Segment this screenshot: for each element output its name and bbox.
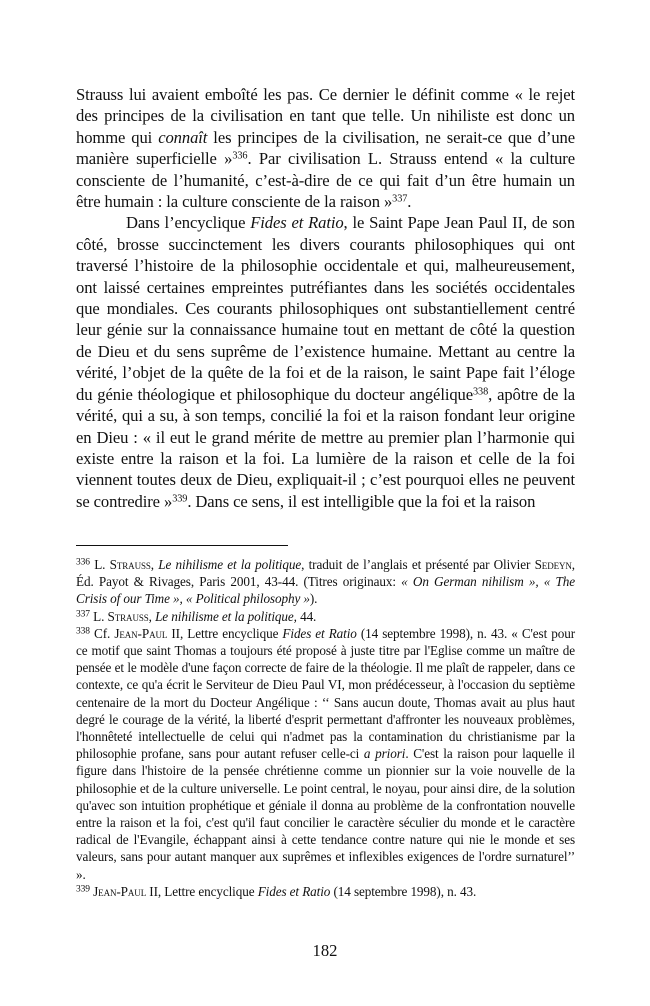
paragraph-2 — [76, 212, 575, 512]
encyclical-title: Fides et Ratio — [282, 625, 357, 641]
text-run: , — [148, 608, 156, 624]
emphasis: a priori — [363, 746, 406, 762]
text-run: . — [407, 192, 412, 212]
text-run: (14 septembre 1998), n. 43. — [330, 883, 477, 899]
text-run: II, Lettre encyclique — [167, 625, 283, 641]
text-run: , — [150, 557, 159, 572]
footnote-337 — [76, 608, 575, 625]
encyclical-title: Fides et Ratio — [257, 883, 331, 899]
text-run: , Lettre encyclique — [157, 883, 258, 899]
original-titles: « On German nihilism », « The Crisis of our Time », « Political philosophy » — [76, 574, 575, 607]
text-run: . C'est la raison pour laquelle il figure dans l'histoire de la pensée chrétienne comme un pionnier sur la voie nouvelle de la philosophie et de la culture universelle. Le point central, le noyau, pour ainsi dire, de la solution qu'avec son intuition prophétique et géniale il donna au problème de la confrontation nouvelle entre la raison et la foi, c'est qu'il faut concilier le caractère séculier du monde et le caractère radical de l'Evangile, échappant ainsi à cette tendance contre nature qui nie le monde et ses valeurs, sans pour autant manquer aux suprêmes et inflexibles exigences de l'ordre surnaturel’’ ». — [76, 746, 575, 882]
footnote-ref-337[interactable]: 337 — [392, 193, 408, 205]
footnote-338 — [76, 625, 575, 883]
footnote-339 — [76, 883, 575, 900]
paragraph-1 — [76, 84, 575, 212]
text-run: , apôtre de la vérité, qui a su, à son temps, concilié la foi et la raison fondant leur origine en Dieu : « il eut le grand mérite de mettre au premier plan l’harmonie qui existe entre la raison et la foi. La lumière de la raison et celle de la foi viennent toutes deux de Dieu, expliquait-il ; c’est pourquoi elles ne peuvent se contredire » — [76, 384, 575, 511]
footnote-ref-338[interactable]: 338 — [473, 386, 489, 398]
text-run: Dans l’encyclique — [126, 213, 251, 233]
text-run: les principes de la civilisation, ne serait-ce que d’une manière superficielle » — [76, 127, 576, 169]
book-title: Le nihilisme et la politique — [158, 557, 302, 572]
text-run: , traduit de l’anglais et présenté par Olivier — [301, 557, 535, 572]
text-run: L. — [94, 557, 110, 572]
footnotes — [76, 556, 575, 900]
text-run: , le Saint Pape Jean Paul II, de son côté, brosse succinctement les divers courants philosophiques qui ont traversé l’histoire de la philosophie occidentale et qui, malheureusement, ont laissé certaines empreintes putréfiantes dans les sociétés occidentales que mondiales. Ces courants philosophiques ont substantiellement centré leur génie sur la connaissance humaine tout en mettant de côté la question de Dieu et du sens suprême de l’existence humaine. Mettant au centre la vérité, l’objet de la quête de la foi et de la raison, le saint Pape fait l’éloge du génie théologique et philosophique du docteur angélique — [76, 213, 575, 404]
footnote-ref-336[interactable]: 336 — [232, 150, 248, 162]
text-run: (14 septembre 1998), n. 43. « C'est pour ce motif que saint Thomas a toujours été proposé à juste titre par l'Eglise comme un maître de pensée et le modèle d'une façon correcte de faire de la théologie. Il me plaît de rappeler, dans ce contexte, ce qu'a écrit le Serviteur de Dieu Paul VI, mon prédécesseur, à l'occasion du septième centenaire de la mort du Docteur Angélique : ‘‘ Sans aucun doute, Thomas avait au plus haut degré le courage de la vérité, la liberté d'esprit permettant d'affronter les nouveaux problèmes, l'honnêteté intellectuelle de celui qui n'admet pas la contamination du christianisme par la philosophie profane, sans pour autant refuser celle-ci — [76, 625, 575, 762]
text-run: Strauss lui avaient emboîté les pas. Ce dernier le définit comme « le rejet des principes de la civilisation en tant que telle. Un nihiliste est donc un homme qui — [76, 85, 575, 147]
text-run: . Par civilisation L. Strauss entend « la culture consciente de l’humanité, c’est-à-dire de ce qui fait d’un être humain un être humain : la culture consciente de la raison » — [76, 149, 575, 212]
footnote-number: 338 — [76, 626, 90, 637]
author-name: Jean-Paul — [114, 625, 168, 641]
text-run: 44. — [296, 608, 317, 624]
footnote-number: 336 — [76, 557, 90, 568]
text-run: ). — [309, 591, 318, 607]
footnote-336 — [76, 556, 575, 608]
emphasis: connaît — [158, 127, 208, 147]
page-number: 182 — [312, 941, 338, 960]
footnote-separator — [76, 545, 288, 546]
footnote-ref-339[interactable]: 339 — [172, 493, 188, 505]
author-name: Strauss — [107, 608, 149, 624]
text-run: L. — [93, 608, 108, 624]
author-name: Jean-Paul II — [89, 883, 158, 899]
footnote-number: 339 — [76, 884, 90, 895]
translator-name: Sedeyn — [534, 557, 572, 572]
text-run: . Dans ce sens, il est intelligible que la foi et la raison — [187, 491, 536, 511]
text-run: Cf. — [89, 625, 115, 641]
main-text — [76, 84, 575, 512]
text-run: , Éd. Payot & Rivages, Paris 2001, 43-44. (Titres originaux: — [76, 557, 575, 590]
book-title: Le nihilisme et la politique, — [155, 608, 297, 624]
author-name: Strauss — [109, 557, 151, 572]
footnote-number: 337 — [76, 609, 90, 620]
emphasis: Fides et Ratio — [250, 213, 344, 233]
